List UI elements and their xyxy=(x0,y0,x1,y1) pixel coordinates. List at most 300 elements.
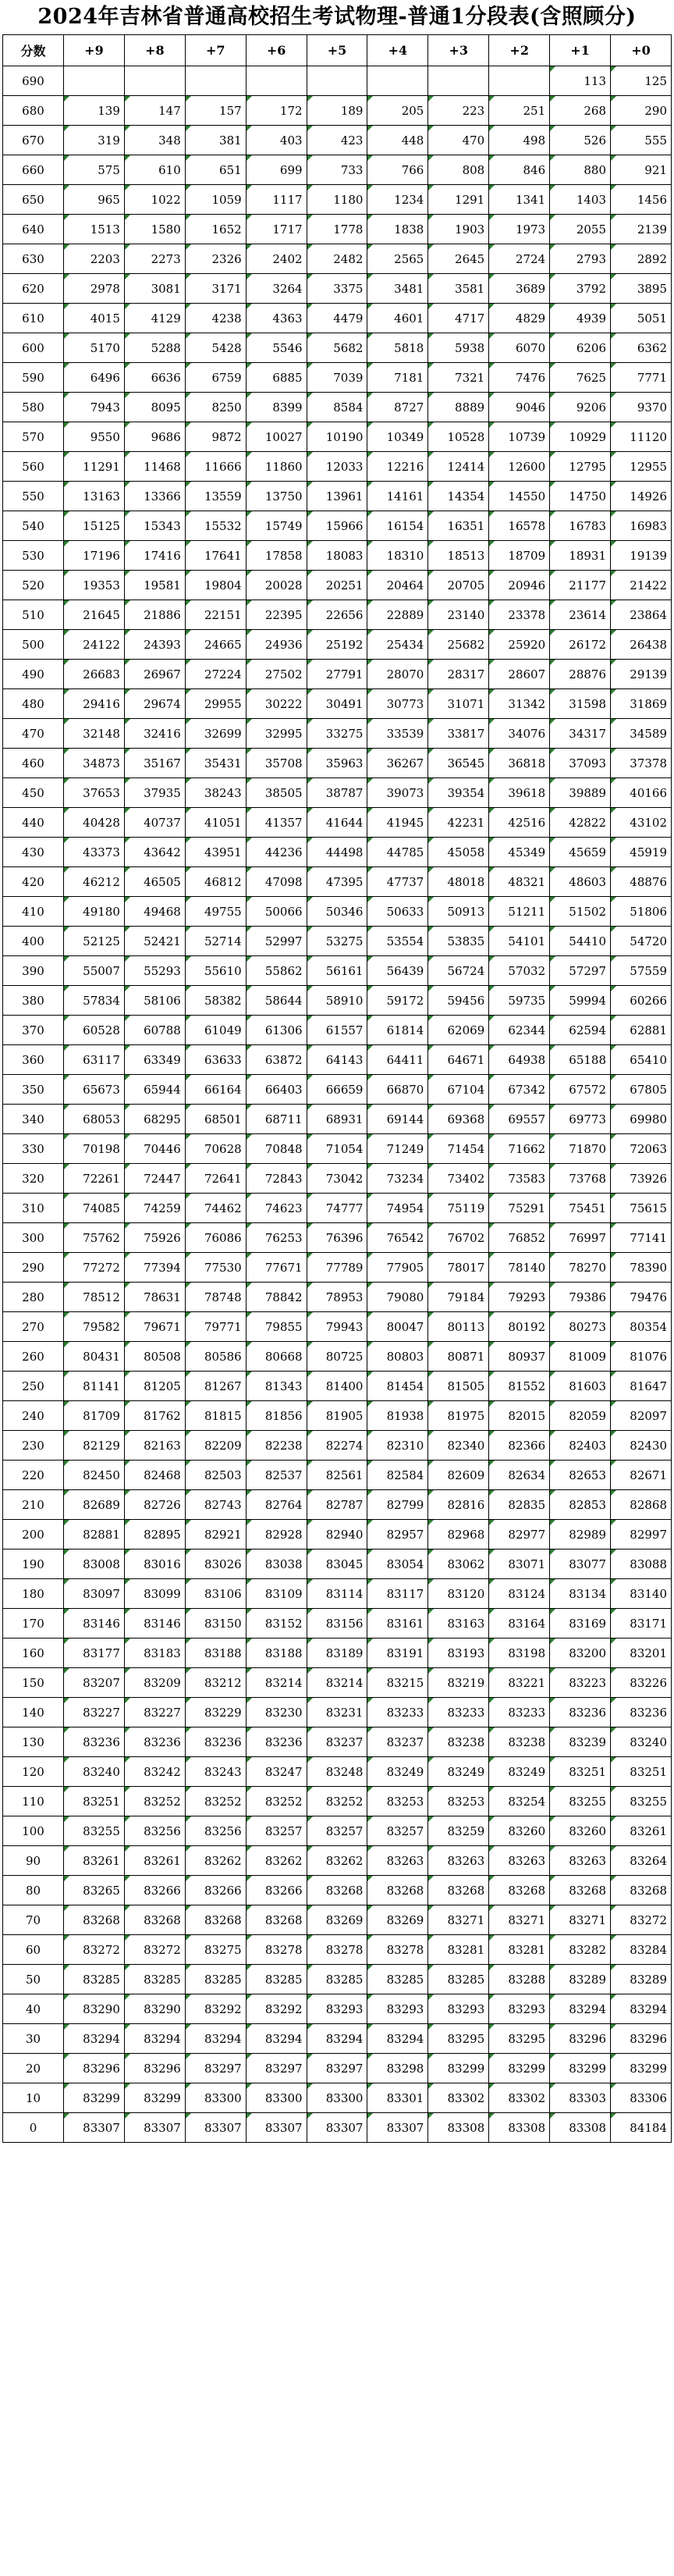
rank-cell: 251 xyxy=(489,96,550,126)
rank-cell: 34873 xyxy=(64,749,125,778)
rank-cell: 39073 xyxy=(367,778,428,808)
score-cell: 70 xyxy=(3,1905,64,1935)
rank-cell: 28876 xyxy=(550,660,611,689)
rank-cell xyxy=(124,66,185,96)
rank-cell: 81552 xyxy=(489,1372,550,1401)
rank-cell: 7039 xyxy=(307,363,367,393)
rank-cell: 76396 xyxy=(307,1223,367,1253)
rank-cell: 28607 xyxy=(489,660,550,689)
rank-cell: 19139 xyxy=(611,541,672,571)
table-row xyxy=(3,1401,672,1431)
table-row xyxy=(3,244,672,274)
rank-cell: 555 xyxy=(611,126,672,155)
rank-cell: 81603 xyxy=(550,1372,611,1401)
rank-cell: 6496 xyxy=(64,363,125,393)
rank-cell: 63349 xyxy=(124,1045,185,1075)
score-cell: 690 xyxy=(3,66,64,96)
rank-cell: 2203 xyxy=(64,244,125,274)
rank-cell: 67104 xyxy=(428,1075,489,1105)
rank-cell: 83259 xyxy=(428,1816,489,1846)
rank-cell: 11291 xyxy=(64,452,125,482)
rank-cell: 36545 xyxy=(428,749,489,778)
rank-cell: 83088 xyxy=(611,1550,672,1579)
table-row xyxy=(3,1905,672,1935)
rank-cell: 83262 xyxy=(185,1846,246,1876)
rank-cell: 47098 xyxy=(246,867,307,897)
rank-cell: 83268 xyxy=(550,1876,611,1905)
rank-cell: 83251 xyxy=(550,1757,611,1787)
rank-cell: 47395 xyxy=(307,867,367,897)
table-row xyxy=(3,1312,672,1342)
rank-cell: 46812 xyxy=(185,867,246,897)
rank-cell: 56161 xyxy=(307,956,367,986)
table-row xyxy=(3,215,672,244)
rank-cell: 2402 xyxy=(246,244,307,274)
rank-cell: 8727 xyxy=(367,393,428,422)
rank-cell: 66659 xyxy=(307,1075,367,1105)
rank-cell: 55610 xyxy=(185,956,246,986)
rank-cell: 9686 xyxy=(124,422,185,452)
rank-cell: 80047 xyxy=(367,1312,428,1342)
rank-cell: 71454 xyxy=(428,1134,489,1164)
rank-cell: 12033 xyxy=(307,452,367,482)
rank-cell: 67805 xyxy=(611,1075,672,1105)
rank-cell: 83299 xyxy=(124,2083,185,2113)
rank-cell: 83198 xyxy=(489,1638,550,1668)
rank-cell: 18310 xyxy=(367,541,428,571)
rank-cell: 75119 xyxy=(428,1194,489,1223)
rank-cell: 74623 xyxy=(246,1194,307,1223)
rank-cell: 81009 xyxy=(550,1342,611,1372)
rank-cell: 39354 xyxy=(428,778,489,808)
rank-cell: 81400 xyxy=(307,1372,367,1401)
rank-cell: 80431 xyxy=(64,1342,125,1372)
rank-cell: 28317 xyxy=(428,660,489,689)
score-cell: 50 xyxy=(3,1965,64,1994)
table-row xyxy=(3,1253,672,1283)
rank-cell: 20946 xyxy=(489,571,550,600)
rank-cell: 48018 xyxy=(428,867,489,897)
header-plus-5: +5 xyxy=(307,35,367,66)
table-row xyxy=(3,1223,672,1253)
rank-cell: 4129 xyxy=(124,304,185,333)
rank-cell: 3264 xyxy=(246,274,307,304)
rank-cell: 67572 xyxy=(550,1075,611,1105)
rank-cell: 70848 xyxy=(246,1134,307,1164)
rank-cell: 72641 xyxy=(185,1164,246,1194)
rank-cell: 72063 xyxy=(611,1134,672,1164)
rank-cell: 10349 xyxy=(367,422,428,452)
table-row xyxy=(3,541,672,571)
rank-cell: 83289 xyxy=(550,1965,611,1994)
rank-cell: 83240 xyxy=(64,1757,125,1787)
rank-cell: 83227 xyxy=(64,1698,125,1727)
rank-cell: 81141 xyxy=(64,1372,125,1401)
rank-cell: 1234 xyxy=(367,185,428,215)
rank-cell: 76253 xyxy=(246,1223,307,1253)
rank-cell: 24122 xyxy=(64,630,125,660)
rank-cell: 25682 xyxy=(428,630,489,660)
rank-cell: 47737 xyxy=(367,867,428,897)
rank-cell: 74259 xyxy=(124,1194,185,1223)
rank-cell: 11666 xyxy=(185,452,246,482)
rank-cell: 79943 xyxy=(307,1312,367,1342)
rank-cell: 3581 xyxy=(428,274,489,304)
rank-cell: 33539 xyxy=(367,719,428,749)
rank-cell: 83263 xyxy=(489,1846,550,1876)
rank-cell xyxy=(489,66,550,96)
rank-cell: 17196 xyxy=(64,541,125,571)
rank-cell: 83281 xyxy=(489,1935,550,1965)
rank-cell: 19353 xyxy=(64,571,125,600)
rank-cell: 46212 xyxy=(64,867,125,897)
rank-cell: 83308 xyxy=(428,2113,489,2143)
rank-cell: 846 xyxy=(489,155,550,185)
table-row xyxy=(3,1846,672,1876)
rank-cell: 4829 xyxy=(489,304,550,333)
rank-cell: 25434 xyxy=(367,630,428,660)
rank-cell: 6636 xyxy=(124,363,185,393)
rank-cell: 498 xyxy=(489,126,550,155)
rank-cell: 83161 xyxy=(367,1609,428,1638)
rank-cell: 83285 xyxy=(428,1965,489,1994)
rank-cell: 58382 xyxy=(185,986,246,1016)
rank-cell: 83261 xyxy=(611,1816,672,1846)
rank-cell: 13366 xyxy=(124,482,185,511)
rank-cell: 83278 xyxy=(307,1935,367,1965)
table-row xyxy=(3,660,672,689)
rank-cell: 48603 xyxy=(550,867,611,897)
rank-cell: 83257 xyxy=(367,1816,428,1846)
rank-cell: 83307 xyxy=(307,2113,367,2143)
rank-cell: 64143 xyxy=(307,1045,367,1075)
rank-cell: 18513 xyxy=(428,541,489,571)
rank-cell: 59456 xyxy=(428,986,489,1016)
rank-cell: 72261 xyxy=(64,1164,125,1194)
rank-cell: 83263 xyxy=(367,1846,428,1876)
rank-cell: 83308 xyxy=(550,2113,611,2143)
table-row xyxy=(3,1045,672,1075)
rank-cell: 38243 xyxy=(185,778,246,808)
rank-cell: 7625 xyxy=(550,363,611,393)
rank-cell: 33275 xyxy=(307,719,367,749)
rank-cell: 45919 xyxy=(611,838,672,867)
rank-cell: 83293 xyxy=(489,1994,550,2024)
header-plus-0: +0 xyxy=(611,35,672,66)
rank-cell: 9872 xyxy=(185,422,246,452)
rank-cell: 75451 xyxy=(550,1194,611,1223)
rank-cell: 54720 xyxy=(611,927,672,956)
rank-cell: 268 xyxy=(550,96,611,126)
rank-cell: 26967 xyxy=(124,660,185,689)
rank-cell: 66870 xyxy=(367,1075,428,1105)
rank-cell: 83114 xyxy=(307,1579,367,1609)
table-row xyxy=(3,1994,672,2024)
rank-cell: 2724 xyxy=(489,244,550,274)
rank-cell: 39889 xyxy=(550,778,611,808)
rank-cell: 80871 xyxy=(428,1342,489,1372)
rank-cell: 35431 xyxy=(185,749,246,778)
rank-cell: 75615 xyxy=(611,1194,672,1223)
score-cell: 200 xyxy=(3,1520,64,1550)
rank-cell: 37935 xyxy=(124,778,185,808)
table-row xyxy=(3,2113,672,2143)
rank-cell: 83124 xyxy=(489,1579,550,1609)
rank-cell: 83271 xyxy=(428,1905,489,1935)
score-cell: 490 xyxy=(3,660,64,689)
rank-cell: 83292 xyxy=(246,1994,307,2024)
rank-cell: 30491 xyxy=(307,689,367,719)
table-row xyxy=(3,808,672,838)
rank-cell: 83307 xyxy=(185,2113,246,2143)
rank-cell: 83233 xyxy=(489,1698,550,1727)
rank-cell: 83253 xyxy=(428,1787,489,1816)
rank-cell: 83134 xyxy=(550,1579,611,1609)
rank-cell: 4238 xyxy=(185,304,246,333)
rank-cell: 83236 xyxy=(550,1698,611,1727)
rank-cell: 26172 xyxy=(550,630,611,660)
rank-cell: 7771 xyxy=(611,363,672,393)
header-score: 分数 xyxy=(3,35,64,66)
rank-cell: 34317 xyxy=(550,719,611,749)
header-plus-6: +6 xyxy=(246,35,307,66)
rank-cell: 83255 xyxy=(611,1787,672,1816)
table-row xyxy=(3,749,672,778)
table-row xyxy=(3,482,672,511)
rank-cell: 76997 xyxy=(550,1223,611,1253)
rank-cell: 81647 xyxy=(611,1372,672,1401)
score-cell: 240 xyxy=(3,1401,64,1431)
rank-cell: 61557 xyxy=(307,1016,367,1045)
rank-cell: 24665 xyxy=(185,630,246,660)
score-cell: 90 xyxy=(3,1846,64,1876)
rank-cell: 39618 xyxy=(489,778,550,808)
rank-cell: 43102 xyxy=(611,808,672,838)
rank-cell: 83249 xyxy=(428,1757,489,1787)
rank-cell: 82238 xyxy=(246,1431,307,1461)
rank-cell: 2273 xyxy=(124,244,185,274)
rank-cell: 60266 xyxy=(611,986,672,1016)
table-row xyxy=(3,2083,672,2113)
score-cell: 350 xyxy=(3,1075,64,1105)
rank-cell: 77394 xyxy=(124,1253,185,1283)
rank-cell: 59994 xyxy=(550,986,611,1016)
table-row xyxy=(3,1965,672,1994)
score-cell: 570 xyxy=(3,422,64,452)
rank-cell: 78631 xyxy=(124,1283,185,1312)
rank-cell: 49180 xyxy=(64,897,125,927)
score-cell: 310 xyxy=(3,1194,64,1223)
rank-cell: 77141 xyxy=(611,1223,672,1253)
rank-cell: 82835 xyxy=(489,1490,550,1520)
rank-cell: 125 xyxy=(611,66,672,96)
header-plus-2: +2 xyxy=(489,35,550,66)
table-row xyxy=(3,1283,672,1312)
rank-cell: 83097 xyxy=(64,1579,125,1609)
table-row xyxy=(3,1461,672,1490)
rank-cell: 15125 xyxy=(64,511,125,541)
rank-cell: 83214 xyxy=(246,1668,307,1698)
rank-cell: 8399 xyxy=(246,393,307,422)
rank-cell: 83306 xyxy=(611,2083,672,2113)
rank-cell: 53835 xyxy=(428,927,489,956)
rank-cell: 147 xyxy=(124,96,185,126)
table-row xyxy=(3,304,672,333)
rank-cell: 79671 xyxy=(124,1312,185,1342)
rank-cell: 62344 xyxy=(489,1016,550,1045)
rank-cell: 82868 xyxy=(611,1490,672,1520)
rank-cell: 14550 xyxy=(489,482,550,511)
rank-cell: 7181 xyxy=(367,363,428,393)
rank-cell: 83177 xyxy=(64,1638,125,1668)
score-cell: 30 xyxy=(3,2024,64,2054)
rank-cell: 78512 xyxy=(64,1283,125,1312)
score-cell: 160 xyxy=(3,1638,64,1668)
rank-cell: 82468 xyxy=(124,1461,185,1490)
rank-cell: 76702 xyxy=(428,1223,489,1253)
rank-cell: 52125 xyxy=(64,927,125,956)
table-row xyxy=(3,66,672,96)
rank-cell: 82997 xyxy=(611,1520,672,1550)
rank-cell: 83249 xyxy=(367,1757,428,1787)
score-cell: 390 xyxy=(3,956,64,986)
rank-cell: 61814 xyxy=(367,1016,428,1045)
rank-cell: 16154 xyxy=(367,511,428,541)
table-row xyxy=(3,1935,672,1965)
rank-cell: 44236 xyxy=(246,838,307,867)
rank-cell: 83296 xyxy=(64,2054,125,2083)
rank-cell: 53554 xyxy=(367,927,428,956)
rank-cell: 65410 xyxy=(611,1045,672,1075)
rank-cell: 83285 xyxy=(64,1965,125,1994)
rank-cell: 223 xyxy=(428,96,489,126)
rank-cell: 73768 xyxy=(550,1164,611,1194)
rank-cell: 1513 xyxy=(64,215,125,244)
rank-cell: 82163 xyxy=(124,1431,185,1461)
rank-cell: 83269 xyxy=(307,1905,367,1935)
rank-cell: 83268 xyxy=(64,1905,125,1935)
rank-cell: 9550 xyxy=(64,422,125,452)
rank-cell: 1903 xyxy=(428,215,489,244)
rank-cell: 13163 xyxy=(64,482,125,511)
table-row xyxy=(3,1638,672,1668)
rank-cell: 11468 xyxy=(124,452,185,482)
rank-cell: 83272 xyxy=(124,1935,185,1965)
rank-cell: 83077 xyxy=(550,1550,611,1579)
rank-cell: 5682 xyxy=(307,333,367,363)
rank-cell: 32995 xyxy=(246,719,307,749)
rank-cell: 22151 xyxy=(185,600,246,630)
rank-cell: 83106 xyxy=(185,1579,246,1609)
rank-cell: 42231 xyxy=(428,808,489,838)
rank-cell: 80586 xyxy=(185,1342,246,1372)
rank-cell: 51502 xyxy=(550,897,611,927)
rank-cell: 448 xyxy=(367,126,428,155)
rank-cell: 82609 xyxy=(428,1461,489,1490)
rank-cell: 12795 xyxy=(550,452,611,482)
rank-cell: 319 xyxy=(64,126,125,155)
rank-cell: 1652 xyxy=(185,215,246,244)
rank-cell: 33817 xyxy=(428,719,489,749)
rank-cell: 80273 xyxy=(550,1312,611,1342)
rank-cell: 83300 xyxy=(246,2083,307,2113)
rank-cell: 35167 xyxy=(124,749,185,778)
rank-cell: 16783 xyxy=(550,511,611,541)
rank-cell: 38787 xyxy=(307,778,367,808)
rank-cell: 83285 xyxy=(307,1965,367,1994)
rank-cell: 2892 xyxy=(611,244,672,274)
rank-cell: 13559 xyxy=(185,482,246,511)
score-cell: 150 xyxy=(3,1668,64,1698)
table-row xyxy=(3,600,672,630)
header-plus-3: +3 xyxy=(428,35,489,66)
rank-cell: 82989 xyxy=(550,1520,611,1550)
rank-cell: 73583 xyxy=(489,1164,550,1194)
rank-cell: 83117 xyxy=(367,1579,428,1609)
rank-cell: 83264 xyxy=(611,1846,672,1876)
rank-cell: 83236 xyxy=(64,1727,125,1757)
rank-cell: 5818 xyxy=(367,333,428,363)
rank-cell: 11860 xyxy=(246,452,307,482)
rank-cell: 10027 xyxy=(246,422,307,452)
rank-cell: 10528 xyxy=(428,422,489,452)
rank-cell: 83288 xyxy=(489,1965,550,1994)
rank-cell: 52714 xyxy=(185,927,246,956)
rank-cell: 10739 xyxy=(489,422,550,452)
rank-cell: 21886 xyxy=(124,600,185,630)
table-row xyxy=(3,956,672,986)
rank-cell: 68711 xyxy=(246,1105,307,1134)
rank-cell: 17858 xyxy=(246,541,307,571)
rank-cell: 80354 xyxy=(611,1312,672,1342)
table-row xyxy=(3,719,672,749)
rank-cell: 880 xyxy=(550,155,611,185)
rank-cell: 80937 xyxy=(489,1342,550,1372)
rank-cell: 41945 xyxy=(367,808,428,838)
rank-cell: 82977 xyxy=(489,1520,550,1550)
rank-cell: 2565 xyxy=(367,244,428,274)
rank-cell: 83240 xyxy=(611,1727,672,1757)
rank-cell: 83300 xyxy=(185,2083,246,2113)
rank-cell: 30222 xyxy=(246,689,307,719)
rank-cell: 83193 xyxy=(428,1638,489,1668)
rank-cell: 81856 xyxy=(246,1401,307,1431)
rank-cell: 34076 xyxy=(489,719,550,749)
rank-cell: 32699 xyxy=(185,719,246,749)
rank-cell: 808 xyxy=(428,155,489,185)
score-cell: 440 xyxy=(3,808,64,838)
rank-cell: 83214 xyxy=(307,1668,367,1698)
rank-cell: 79386 xyxy=(550,1283,611,1312)
score-cell: 410 xyxy=(3,897,64,927)
rank-cell: 31869 xyxy=(611,689,672,719)
rank-cell: 35963 xyxy=(307,749,367,778)
rank-cell: 2055 xyxy=(550,215,611,244)
rank-cell: 16351 xyxy=(428,511,489,541)
rank-cell: 27791 xyxy=(307,660,367,689)
rank-cell: 1180 xyxy=(307,185,367,215)
rank-cell: 83268 xyxy=(489,1876,550,1905)
rank-cell: 69773 xyxy=(550,1105,611,1134)
rank-cell: 83297 xyxy=(246,2054,307,2083)
rank-cell: 7943 xyxy=(64,393,125,422)
rank-cell: 50913 xyxy=(428,897,489,927)
score-cell: 430 xyxy=(3,838,64,867)
rank-cell: 68501 xyxy=(185,1105,246,1134)
rank-cell: 82921 xyxy=(185,1520,246,1550)
rank-cell: 9206 xyxy=(550,393,611,422)
rank-cell: 3375 xyxy=(307,274,367,304)
